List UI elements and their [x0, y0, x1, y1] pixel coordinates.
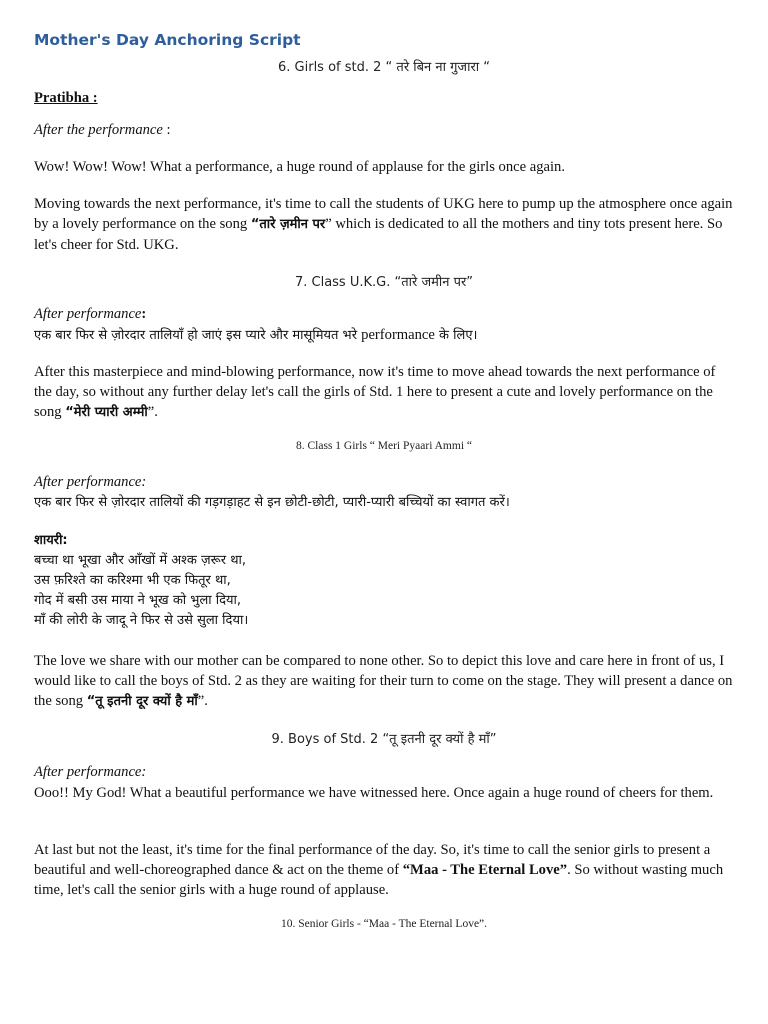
shayari-line: उस फ़रिश्ते का करिश्मा भी एक फितूर था, [34, 573, 231, 588]
document-title: Mother's Day Anchoring Script [34, 31, 301, 49]
label-text: After performance [34, 306, 142, 322]
shayari-line: गोद में बसी उस माया ने भूख को भुला दिया, [34, 593, 242, 608]
text-part: . So without wasting much time, let's call the senior girls with a huge round of applause. [34, 862, 724, 898]
paragraph-ooo: Ooo!! My God! What a beautiful performance we have witnessed here. Once again a huge round of cheers for them. [34, 785, 714, 801]
label-colon: : [141, 306, 147, 322]
text-part: ”. [197, 693, 208, 709]
paragraph-std2-intro [34, 651, 734, 712]
song-title: “मेरी प्यारी अम्मी [65, 405, 148, 420]
hindi-line-applause [34, 325, 734, 346]
hindi-line-welcome: एक बार फिर से ज़ोरदार तालियों की गड़गड़ाहट से इन छोटी-छोटी, प्यारी-प्यारी बच्चियों का स्वागत करें। [34, 495, 510, 510]
performance-note-9: 9. Boys of Std. 2 “तू इतनी दूर क्यों है माँ” [271, 732, 497, 747]
text-part: At last but not the least, it's time for the final performance of the day. So, it's time to call the senior girls to present a beautiful and well-choreographed dance & act on the theme of [34, 842, 711, 878]
text-part: ” which is dedicated to all the mothers and tiny tots present here. So let's cheer for Std. UKG. [34, 216, 723, 253]
hindi-text: एक बार फिर से ज़ोरदार तालियाँ हो जाएं इस प्यारे और मासूमियत भरे [34, 328, 362, 343]
english-word: performance [361, 327, 435, 343]
theme-title: “Maa - The Eternal Love” [402, 862, 568, 878]
hindi-text: के लिए। [434, 328, 478, 343]
shayari-line: बच्चा था भूखा और आँखों में अश्क ज़रूर था, [34, 553, 247, 568]
paragraph-senior-intro [34, 840, 734, 900]
song-title: “तारे ज़मीन पर [250, 217, 326, 232]
shayari-label: शायरी: [34, 533, 68, 548]
paragraph-class1-intro [34, 362, 734, 423]
speaker-name: Pratibha : [34, 90, 98, 106]
performance-note-6: 6. Girls of std. 2 “ तरे बिन ना गुजारा “ [278, 60, 490, 75]
shayari-block [34, 530, 734, 631]
after-performance-label-4: After performance: [34, 764, 147, 780]
after-performance-label-2 [34, 304, 734, 324]
performance-note-8: 8. Class 1 Girls “ Meri Pyaari Ammi “ [296, 440, 472, 452]
text-part: The love we share with our mother can be compared to none other. So to depict this love and care here in front of us, I would like to call the boys of Std. 2 as they are waiting for their turn to come on the stage. They will present a dance on the song [34, 653, 733, 709]
after-performance-label-1 [34, 120, 734, 140]
after-performance-label-3: After performance: [34, 474, 147, 490]
song-title: “तू इतनी दूर क्यों है माँ [86, 694, 198, 709]
shayari-line: माँ की लोरी के जादू ने फिर से उसे सुला दिया। [34, 613, 249, 628]
text-part: Moving towards the next performance, it's time to call the students of UKG here to pump up the atmosphere once again by a lovely performance on the song [34, 196, 733, 232]
performance-note-7: 7. Class U.K.G. “तारे जमीन पर” [294, 275, 474, 290]
paragraph-ukg-intro [34, 194, 734, 255]
performance-note-10: 10. Senior Girls - “Maa - The Eternal Love”. [280, 918, 488, 930]
text-part: ”. [147, 404, 158, 420]
label-text: After the performance [34, 122, 163, 138]
text-part: After this masterpiece and mind-blowing performance, now it's time to move ahead towards the next performance of the day, so without any further delay let's call the girls of Std. 1 here to present a cute and lovely performance on the song [34, 364, 716, 420]
paragraph-wow: Wow! Wow! Wow! What a performance, a huge round of applause for the girls once again. [34, 159, 565, 175]
label-colon: : [162, 122, 171, 138]
